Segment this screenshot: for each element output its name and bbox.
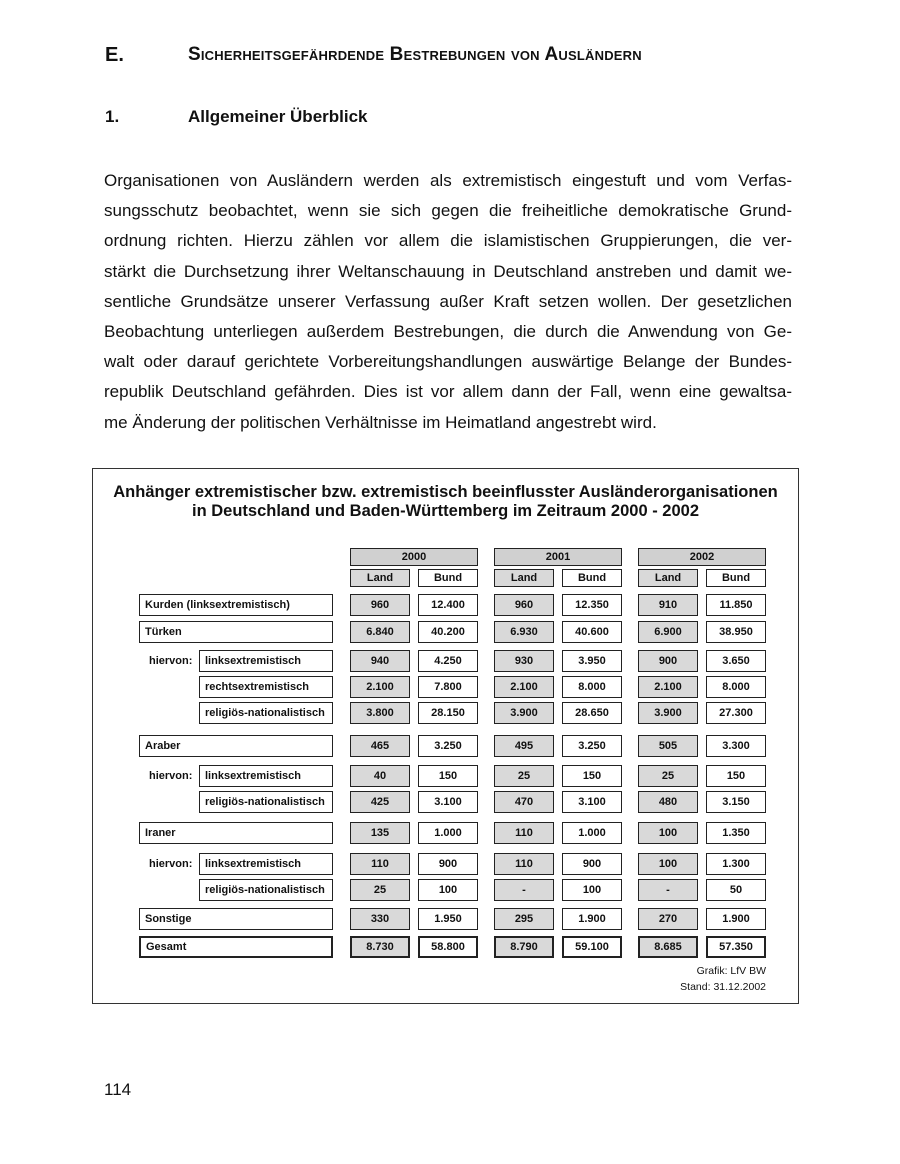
bund-column-header: Bund [706,569,766,587]
bund-value: 1.350 [706,822,766,844]
row-label: Sonstige [139,908,333,930]
bund-value: 40.200 [418,621,478,643]
land-value: 3.800 [350,702,410,724]
land-value: 6.900 [638,621,698,643]
bund-value: 50 [706,879,766,901]
section-number: E. [105,44,124,66]
land-value: 270 [638,908,698,930]
land-value: 330 [350,908,410,930]
year-header: 2001 [494,548,622,566]
land-value: 8.730 [350,936,410,958]
bund-value: 3.100 [562,791,622,813]
land-value: 100 [638,822,698,844]
paragraph-line: Beobachtung unterliegen außerdem Bestrebungen, die durch die Anwendung von Ge- [104,322,792,342]
year-header: 2002 [638,548,766,566]
row-label: Araber [139,735,333,757]
land-value: 960 [494,594,554,616]
paragraph-line: sungsschutz beobachtet, wenn sie sich gegen die freiheitliche demokratische Grund- [104,201,792,221]
row-label: religiös-nationalistisch [199,879,333,901]
land-column-header: Land [638,569,698,587]
figure-title-line2: in Deutschland und Baden-Württemberg im Zeitraum 2000 - 2002 [191,502,700,520]
bund-value: 3.950 [562,650,622,672]
land-value: - [494,879,554,901]
land-value: 295 [494,908,554,930]
land-value: 495 [494,735,554,757]
bund-value: 58.800 [418,936,478,958]
year-header: 2000 [350,548,478,566]
bund-value: 38.950 [706,621,766,643]
figure-date: Stand: 31.12.2002 [680,981,766,993]
row-label: linksextremistisch [199,853,333,875]
paragraph-line: me Änderung der politischen Verhältnisse im Heimatland angestrebt wird. [104,412,657,432]
land-column-header: Land [350,569,410,587]
bund-value: 3.150 [706,791,766,813]
row-label: linksextremistisch [199,650,333,672]
row-label: Türken [139,621,333,643]
land-value: 6.840 [350,621,410,643]
paragraph-line: walt oder darauf gerichtete Vorbereitungshandlungen auswärtige Belange der Bundes- [104,352,792,372]
bund-value: 3.250 [562,735,622,757]
row-label: rechtsextremistisch [199,676,333,698]
land-value: 25 [638,765,698,787]
bund-value: 3.100 [418,791,478,813]
land-value: 2.100 [638,676,698,698]
bund-value: 27.300 [706,702,766,724]
bund-value: 3.250 [418,735,478,757]
land-value: 480 [638,791,698,813]
bund-value: 1.900 [706,908,766,930]
land-column-header: Land [494,569,554,587]
land-value: 505 [638,735,698,757]
bund-value: 1.000 [562,822,622,844]
row-label: religiös-nationalistisch [199,702,333,724]
figure-title [93,483,798,521]
land-value: 8.685 [638,936,698,958]
figure-title-line1: Anhänger extremistischer bzw. extremistisch beeinflusster Ausländerorganisationen [113,483,778,501]
page-number: 114 [104,1080,132,1099]
subsection-number: 1. [105,107,120,126]
paragraph-line: sentliche Grundsätze unserer Verfassung außer Kraft setzen wollen. Der gesetzlichen [104,291,792,311]
row-label: Iraner [139,822,333,844]
bund-value: 7.800 [418,676,478,698]
statistics-figure [92,468,799,1004]
bund-value: 900 [562,853,622,875]
row-label: Gesamt [139,936,333,958]
land-value: 3.900 [494,702,554,724]
subsection-title: Allgemeiner Überblick [188,107,368,126]
land-value: 900 [638,650,698,672]
bund-value: 1.900 [562,908,622,930]
bund-value: 4.250 [418,650,478,672]
body-paragraph [104,166,792,438]
bund-value: 28.150 [418,702,478,724]
bund-column-header: Bund [562,569,622,587]
land-value: 425 [350,791,410,813]
bund-value: 100 [562,879,622,901]
bund-value: 8.000 [706,676,766,698]
bund-value: 40.600 [562,621,622,643]
paragraph-line: ordnung richten. Hierzu zählen vor allem die islamistischen Gruppierungen, die ver- [104,231,792,251]
land-value: 6.930 [494,621,554,643]
section-title: Sicherheitsgefährdende Bestrebungen von Ausländern [188,44,642,65]
row-label: religiös-nationalistisch [199,791,333,813]
land-value: 100 [638,853,698,875]
bund-value: 57.350 [706,936,766,958]
bund-value: 3.650 [706,650,766,672]
land-value: 110 [494,853,554,875]
bund-value: 1.300 [706,853,766,875]
land-value: 470 [494,791,554,813]
land-value: 960 [350,594,410,616]
land-value: 110 [494,822,554,844]
row-label: Kurden (linksextremistisch) [139,594,333,616]
bund-value: 1.000 [418,822,478,844]
hiervon-label: hiervon: [149,770,193,782]
land-value: 465 [350,735,410,757]
land-value: 3.900 [638,702,698,724]
bund-value: 28.650 [562,702,622,724]
figure-credit: Grafik: LfV BW [696,965,766,977]
hiervon-label: hiervon: [149,858,193,870]
land-value: 940 [350,650,410,672]
bund-value: 1.950 [418,908,478,930]
paragraph-line: republik Deutschland gefährden. Dies ist vor allem dann der Fall, wenn eine gewaltsa- [104,382,792,402]
land-value: 25 [350,879,410,901]
bund-value: 900 [418,853,478,875]
row-label: linksextremistisch [199,765,333,787]
land-value: 2.100 [350,676,410,698]
land-value: - [638,879,698,901]
paragraph-line: stärkt die Durchsetzung ihrer Weltanschauung in Deutschland anstreben und damit we- [104,261,792,281]
land-value: 910 [638,594,698,616]
land-value: 930 [494,650,554,672]
bund-value: 12.350 [562,594,622,616]
bund-value: 150 [562,765,622,787]
land-value: 2.100 [494,676,554,698]
land-value: 110 [350,853,410,875]
bund-value: 3.300 [706,735,766,757]
bund-value: 11.850 [706,594,766,616]
land-value: 25 [494,765,554,787]
land-value: 40 [350,765,410,787]
paragraph-line: Organisationen von Ausländern werden als extremistisch eingestuft und vom Verfas- [104,171,792,190]
bund-value: 100 [418,879,478,901]
bund-value: 12.400 [418,594,478,616]
bund-value: 8.000 [562,676,622,698]
hiervon-label: hiervon: [149,655,193,667]
land-value: 8.790 [494,936,554,958]
bund-value: 59.100 [562,936,622,958]
bund-value: 150 [418,765,478,787]
bund-value: 150 [706,765,766,787]
land-value: 135 [350,822,410,844]
bund-column-header: Bund [418,569,478,587]
